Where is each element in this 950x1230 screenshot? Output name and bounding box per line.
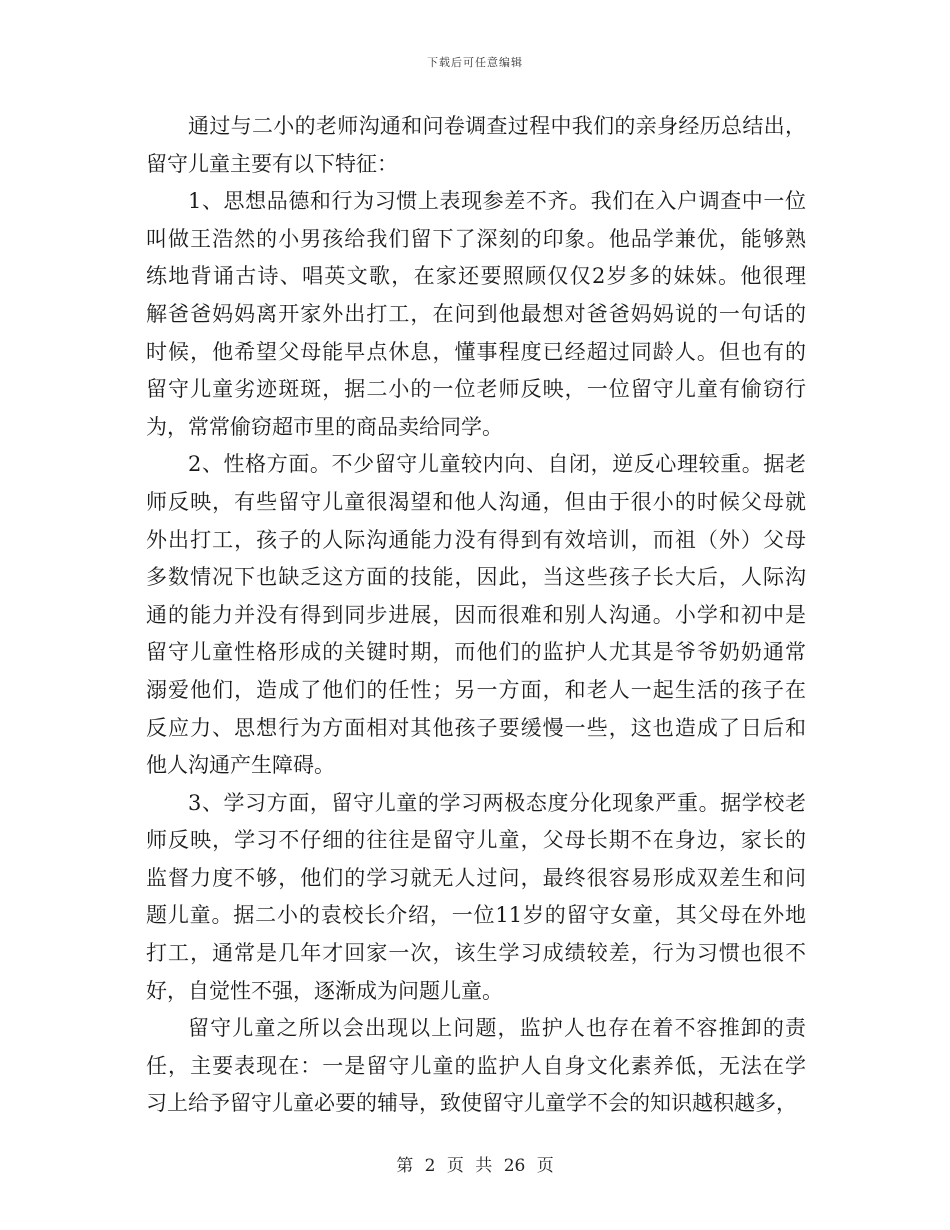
text-line: 解爸爸妈妈离开家外出打工，在问到他最想对爸爸妈妈说的一句话的 — [146, 301, 806, 326]
text-line: 他人沟通产生障碍。 — [146, 753, 335, 778]
text-line: 反应力、思想行为方面相对其他孩子要缓慢一些，这也造成了日后和 — [146, 715, 806, 740]
paragraph — [146, 1010, 806, 1123]
text-line: 1、思想品德和行为习惯上表现参差不齐。我们在入户调查中一位 — [188, 189, 806, 214]
text-line: 留守儿童之所以会出现以上问题，监护人也存在着不容推卸的责 — [188, 1016, 806, 1041]
text-line: 师反映，学习不仔细的往往是留守儿童，父母长期不在身边，家长的 — [146, 828, 806, 853]
text-line: 溺爱他们，造成了他们的任性；另一方面，和老人一起生活的孩子在 — [146, 677, 806, 702]
text-line: 通过与二小的老师沟通和问卷调查过程中我们的亲身经历总结出， — [188, 114, 806, 138]
text-line: 任，主要表现在：一是留守儿童的监护人自身文化素养低，无法在学 — [146, 1053, 806, 1078]
paragraph — [146, 446, 806, 784]
text-line: 外出打工，孩子的人际沟通能力没有得到有效培训，而祖（外）父母 — [146, 527, 806, 552]
text-line: 题儿童。据二小的袁校长介绍，一位11岁的留守女童，其父母在外地 — [146, 903, 806, 928]
paragraph — [146, 785, 806, 1011]
text-line: 留守儿童劣迹斑斑，据二小的一位老师反映，一位留守儿童有偷窃行 — [146, 377, 806, 402]
page-footer: 第 2 页 共 26 页 — [396, 1156, 554, 1176]
text-line: 留守儿童主要有以下特征： — [146, 151, 398, 176]
text-line: 多数情况下也缺乏这方面的技能，因此，当这些孩子长大后，人际沟 — [146, 565, 806, 590]
text-line: 为，常常偷窃超市里的商品卖给同学。 — [146, 414, 503, 439]
text-line: 师反映，有些留守儿童很渴望和他人沟通，但由于很小的时候父母就 — [146, 489, 806, 514]
text-line: 时候，他希望父母能早点休息，懂事程度已经超过同龄人。但也有的 — [146, 339, 806, 364]
text-line: 打工，通常是几年才回家一次，该生学习成绩较差，行为习惯也很不 — [146, 941, 806, 966]
page-header: 下载后可任意编辑 — [427, 56, 523, 69]
paragraph — [146, 183, 806, 446]
text-line: 叫做王浩然的小男孩给我们留下了深刻的印象。他品学兼优，能够熟 — [146, 226, 806, 251]
text-line: 好，自觉性不强，逐渐成为问题儿童。 — [146, 978, 503, 1003]
text-line: 留守儿童性格形成的关键时期，而他们的监护人尤其是爷爷奶奶通常 — [146, 640, 806, 665]
text-line: 通的能力并没有得到同步进展，因而很难和别人沟通。小学和初中是 — [146, 602, 806, 627]
paragraph — [146, 108, 806, 183]
document-body — [146, 108, 806, 1123]
text-line: 2、性格方面。不少留守儿童较内向、自闭，逆反心理较重。据老 — [188, 452, 806, 477]
text-line: 监督力度不够，他们的学习就无人过问，最终很容易形成双差生和问 — [146, 865, 806, 890]
text-line: 3、学习方面，留守儿童的学习两极态度分化现象严重。据学校老 — [188, 790, 806, 815]
text-line: 练地背诵古诗、唱英文歌，在家还要照顾仅仅2岁多的妹妹。他很理 — [146, 264, 806, 289]
text-line: 习上给予留守儿童必要的辅导，致使留守儿童学不会的知识越积越多， — [146, 1091, 797, 1116]
